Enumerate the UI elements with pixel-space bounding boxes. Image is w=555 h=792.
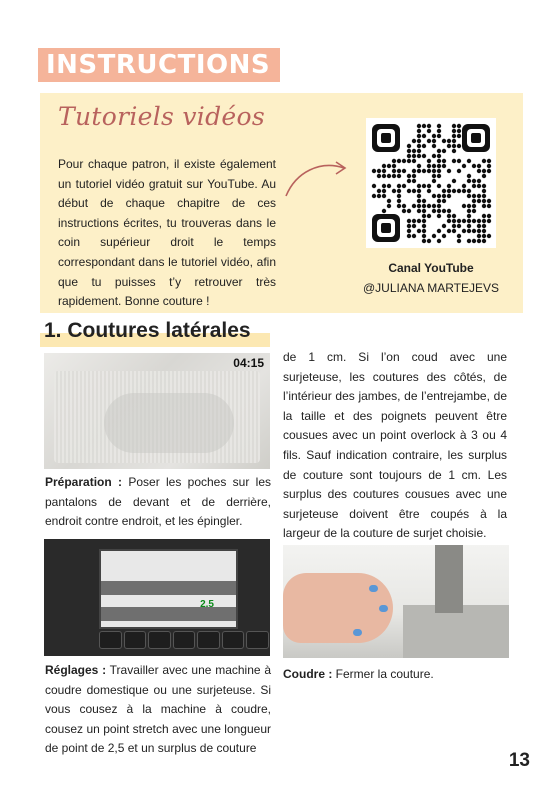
qr-module <box>382 194 386 198</box>
qr-module <box>427 164 431 168</box>
step-text: Travailler avec une machine à coudre domestique ou une surjeteuse. Si vous cousez à la machine à coudre, cousez un point stretch avec une longueur de point de 2,5 et un surplus de couture <box>45 663 272 756</box>
qr-module <box>422 239 426 243</box>
qr-module <box>402 169 406 173</box>
qr-finder-bottom-left <box>372 214 400 242</box>
qr-module <box>442 224 446 228</box>
qr-module <box>472 179 476 183</box>
qr-module <box>472 199 476 203</box>
qr-module <box>447 189 451 193</box>
qr-module <box>467 229 471 233</box>
qr-module <box>417 154 421 158</box>
channel-handle[interactable]: @JULIANA MARTEJEVS <box>363 281 499 295</box>
qr-module <box>377 194 381 198</box>
qr-module <box>432 204 436 208</box>
qr-module <box>412 204 416 208</box>
qr-module <box>397 199 401 203</box>
qr-module <box>482 234 486 238</box>
qr-module <box>377 189 381 193</box>
qr-module <box>487 199 491 203</box>
machine-button <box>173 631 196 649</box>
qr-module <box>437 124 441 128</box>
presser-foot <box>435 545 463 613</box>
qr-module <box>412 219 416 223</box>
qr-module <box>432 134 436 138</box>
qr-module <box>432 139 436 143</box>
qr-module <box>437 169 441 173</box>
qr-module <box>457 124 461 128</box>
qr-module <box>462 219 466 223</box>
qr-module <box>462 184 466 188</box>
hand <box>283 573 393 643</box>
qr-module <box>457 239 461 243</box>
fingernail <box>353 629 362 636</box>
qr-module <box>442 209 446 213</box>
qr-module <box>422 199 426 203</box>
tutorial-script-title: Tutoriels vidéos <box>58 102 265 131</box>
qr-module <box>407 224 411 228</box>
qr-module <box>422 224 426 228</box>
qr-module <box>382 189 386 193</box>
qr-module <box>442 189 446 193</box>
qr-module <box>427 129 431 133</box>
qr-module <box>442 234 446 238</box>
qr-module <box>392 159 396 163</box>
qr-module <box>417 229 421 233</box>
qr-module <box>417 189 421 193</box>
video-timestamp: 04:15 <box>233 356 264 370</box>
qr-module <box>407 189 411 193</box>
qr-module <box>397 194 401 198</box>
qr-module <box>452 134 456 138</box>
qr-module <box>427 214 431 218</box>
qr-module <box>437 159 441 163</box>
qr-module <box>407 179 411 183</box>
qr-module <box>462 164 466 168</box>
qr-module <box>397 169 401 173</box>
qr-module <box>422 219 426 223</box>
fingernail <box>379 605 388 612</box>
qr-module <box>422 229 426 233</box>
qr-module <box>482 224 486 228</box>
curved-arrow-icon <box>282 152 352 202</box>
stitch-length-value: 2.5 <box>200 599 214 610</box>
qr-module <box>437 199 441 203</box>
qr-module <box>482 239 486 243</box>
qr-module <box>437 129 441 133</box>
qr-module <box>382 209 386 213</box>
step-label: Coudre : <box>283 667 333 681</box>
qr-module <box>412 179 416 183</box>
qr-module <box>382 174 386 178</box>
qr-module <box>452 229 456 233</box>
qr-module <box>457 159 461 163</box>
machine-button <box>99 631 122 649</box>
qr-module <box>422 209 426 213</box>
qr-module <box>412 149 416 153</box>
qr-module <box>467 239 471 243</box>
machine-display <box>99 549 238 629</box>
qr-module <box>427 239 431 243</box>
qr-module <box>467 224 471 228</box>
qr-module <box>457 189 461 193</box>
qr-module <box>482 169 486 173</box>
qr-module <box>407 229 411 233</box>
qr-module <box>427 189 431 193</box>
qr-module <box>467 159 471 163</box>
qr-module <box>467 194 471 198</box>
qr-module <box>447 139 451 143</box>
qr-module <box>472 239 476 243</box>
qr-module <box>397 159 401 163</box>
qr-module <box>412 234 416 238</box>
qr-module <box>467 214 471 218</box>
qr-module <box>417 194 421 198</box>
qr-module <box>437 154 441 158</box>
qr-module <box>432 179 436 183</box>
qr-module <box>377 174 381 178</box>
qr-module <box>477 224 481 228</box>
qr-module <box>457 134 461 138</box>
qr-module <box>412 154 416 158</box>
qr-module <box>477 234 481 238</box>
qr-module <box>482 204 486 208</box>
qr-module <box>417 209 421 213</box>
page-number: 13 <box>508 750 530 771</box>
qr-module <box>422 169 426 173</box>
page-title: INSTRUCTIONS <box>46 50 271 80</box>
qr-module <box>442 164 446 168</box>
qr-module <box>462 204 466 208</box>
display-row <box>101 581 236 595</box>
qr-module <box>412 159 416 163</box>
qr-module <box>412 139 416 143</box>
qr-module <box>477 179 481 183</box>
qr-module <box>427 159 431 163</box>
qr-module <box>482 189 486 193</box>
qr-module <box>417 144 421 148</box>
qr-module <box>432 154 436 158</box>
step-preparation <box>45 473 271 532</box>
qr-module <box>427 139 431 143</box>
qr-module <box>437 164 441 168</box>
qr-module <box>477 229 481 233</box>
qr-module <box>397 184 401 188</box>
qr-module <box>442 139 446 143</box>
qr-module <box>392 169 396 173</box>
qr-module <box>447 209 451 213</box>
qr-module <box>452 219 456 223</box>
qr-module <box>422 124 426 128</box>
qr-module <box>402 184 406 188</box>
qr-module <box>487 219 491 223</box>
qr-module <box>427 204 431 208</box>
qr-module <box>377 169 381 173</box>
qr-module <box>422 214 426 218</box>
qr-module <box>407 234 411 238</box>
qr-module <box>447 229 451 233</box>
qr-module <box>432 169 436 173</box>
qr-module <box>472 204 476 208</box>
qr-module <box>417 129 421 133</box>
qr-module <box>382 169 386 173</box>
qr-module <box>417 164 421 168</box>
qr-module <box>417 134 421 138</box>
step-label: Réglages : <box>45 663 107 677</box>
qr-module <box>382 164 386 168</box>
qr-module <box>412 224 416 228</box>
qr-module <box>487 164 491 168</box>
qr-module <box>407 144 411 148</box>
qr-module <box>447 169 451 173</box>
qr-module <box>457 129 461 133</box>
qr-module <box>437 239 441 243</box>
qr-module <box>437 214 441 218</box>
qr-module <box>412 169 416 173</box>
qr-module <box>422 234 426 238</box>
qr-module <box>477 199 481 203</box>
qr-module <box>417 169 421 173</box>
qr-module <box>427 169 431 173</box>
step-text: de 1 cm. Si l’on coud avec une surjeteuse, les coutures des côtés, de l’intérieur des jambes, de l’entrejambe, de la taille et des poignets peuvent être cousues avec un point overlock à 3 ou 4 fils. Sauf indication contraire, les surplus de couture sont toujours de 1 cm. Les surplus des coutures cousues avec une surjeteuse doivent être coupés à la largeur de la couture de surjet choisie. <box>283 350 507 541</box>
qr-module <box>372 194 376 198</box>
qr-module <box>437 174 441 178</box>
qr-module <box>477 164 481 168</box>
display-row <box>101 607 236 621</box>
sewing-photo <box>283 545 509 658</box>
qr-module <box>417 199 421 203</box>
machine-button <box>246 631 269 649</box>
step-text: Fermer la couture. <box>332 667 434 681</box>
qr-module <box>432 144 436 148</box>
qr-module <box>447 219 451 223</box>
qr-module <box>427 124 431 128</box>
machine-button-row <box>99 631 269 649</box>
qr-module <box>422 154 426 158</box>
qr-module <box>467 219 471 223</box>
machine-button <box>197 631 220 649</box>
section-title: 1. Coutures latérales <box>44 319 251 342</box>
qr-module <box>422 184 426 188</box>
qr-module <box>387 174 391 178</box>
qr-module <box>477 184 481 188</box>
qr-module <box>452 224 456 228</box>
qr-module <box>447 144 451 148</box>
machine-button <box>124 631 147 649</box>
qr-module <box>442 194 446 198</box>
qr-module <box>447 214 451 218</box>
qr-module <box>402 209 406 213</box>
qr-module <box>432 209 436 213</box>
fabric-photo <box>44 353 270 469</box>
machine-button <box>222 631 245 649</box>
qr-module <box>437 134 441 138</box>
qr-module <box>452 149 456 153</box>
qr-module <box>422 204 426 208</box>
qr-module <box>387 199 391 203</box>
qr-module <box>472 209 476 213</box>
machine-screen-photo <box>44 539 270 656</box>
qr-module <box>482 174 486 178</box>
qr-module <box>437 204 441 208</box>
qr-module <box>487 159 491 163</box>
qr-module <box>432 174 436 178</box>
qr-module <box>457 169 461 173</box>
qr-module <box>422 144 426 148</box>
qr-module <box>412 174 416 178</box>
qr-module <box>417 204 421 208</box>
qr-module <box>432 164 436 168</box>
qr-module <box>437 149 441 153</box>
qr-module <box>467 179 471 183</box>
qr-module <box>472 219 476 223</box>
qr-module <box>412 189 416 193</box>
qr-module <box>407 219 411 223</box>
qr-module <box>407 154 411 158</box>
qr-module <box>467 189 471 193</box>
qr-module <box>472 194 476 198</box>
qr-module <box>397 174 401 178</box>
qr-module <box>482 229 486 233</box>
qr-module <box>397 189 401 193</box>
qr-module <box>437 184 441 188</box>
qr-module <box>487 169 491 173</box>
qr-module <box>422 134 426 138</box>
machine-button <box>148 631 171 649</box>
qr-module <box>457 234 461 238</box>
qr-module <box>442 149 446 153</box>
qr-module <box>482 159 486 163</box>
qr-module <box>462 189 466 193</box>
qr-module <box>452 139 456 143</box>
qr-module <box>432 234 436 238</box>
step-sew <box>283 665 507 685</box>
qr-module <box>392 164 396 168</box>
fabric-fold <box>104 393 234 453</box>
qr-module <box>382 184 386 188</box>
qr-module <box>372 169 376 173</box>
qr-module <box>477 169 481 173</box>
qr-module <box>462 229 466 233</box>
fingernail <box>369 585 378 592</box>
qr-module <box>472 229 476 233</box>
step-settings <box>45 661 271 759</box>
qr-module <box>387 184 391 188</box>
qr-module <box>457 219 461 223</box>
qr-module <box>482 199 486 203</box>
qr-module <box>452 189 456 193</box>
qr-module <box>482 214 486 218</box>
qr-module <box>427 184 431 188</box>
qr-module <box>482 219 486 223</box>
qr-module <box>452 129 456 133</box>
qr-module <box>442 159 446 163</box>
qr-module <box>472 184 476 188</box>
qr-module <box>417 139 421 143</box>
qr-finder-top-right <box>462 124 490 152</box>
youtube-qr-code[interactable] <box>366 118 496 248</box>
qr-module <box>487 234 491 238</box>
qr-module <box>387 164 391 168</box>
qr-module <box>432 194 436 198</box>
qr-module <box>467 209 471 213</box>
qr-module <box>447 194 451 198</box>
qr-module <box>402 204 406 208</box>
qr-finder-top-left <box>372 124 400 152</box>
qr-module <box>457 144 461 148</box>
qr-module <box>372 184 376 188</box>
qr-module <box>477 239 481 243</box>
qr-module <box>437 229 441 233</box>
qr-module <box>452 214 456 218</box>
qr-module <box>402 159 406 163</box>
qr-module <box>407 174 411 178</box>
qr-module <box>457 224 461 228</box>
qr-module <box>437 209 441 213</box>
qr-module <box>392 174 396 178</box>
qr-module <box>477 194 481 198</box>
qr-module <box>407 209 411 213</box>
qr-module <box>452 159 456 163</box>
qr-module <box>467 174 471 178</box>
qr-module <box>392 189 396 193</box>
qr-module <box>417 124 421 128</box>
qr-module <box>472 164 476 168</box>
qr-module <box>452 124 456 128</box>
qr-module <box>452 144 456 148</box>
qr-module <box>397 204 401 208</box>
qr-module <box>442 199 446 203</box>
qr-module <box>487 204 491 208</box>
step-text: Poser les poches sur les pantalons de devant et de derrière, endroit contre endroit, et les épingler. <box>45 475 272 529</box>
qr-module <box>452 179 456 183</box>
qr-module <box>417 184 421 188</box>
qr-module <box>477 219 481 223</box>
qr-module <box>482 184 486 188</box>
qr-module <box>447 184 451 188</box>
step-settings-continued <box>283 348 507 544</box>
qr-module <box>407 159 411 163</box>
qr-module <box>487 214 491 218</box>
qr-module <box>407 149 411 153</box>
step-label: Préparation : <box>45 475 123 489</box>
tutorial-intro-text: Pour chaque patron, il existe également un tutoriel vidéo gratuit sur YouTube. Au début de chaque chapitre de ces instructions écrites, tu trouveras dans le coin supérieur droit le temps correspondant dans le tutoriel vidéo, afin que tu puisses t’y retrouver très rapidement. Bonne couture ! <box>58 157 276 309</box>
qr-module <box>417 149 421 153</box>
qr-module <box>417 219 421 223</box>
qr-module <box>387 204 391 208</box>
qr-module <box>482 194 486 198</box>
qr-module <box>467 204 471 208</box>
channel-label: Canal YouTube <box>388 261 474 275</box>
qr-module <box>437 194 441 198</box>
